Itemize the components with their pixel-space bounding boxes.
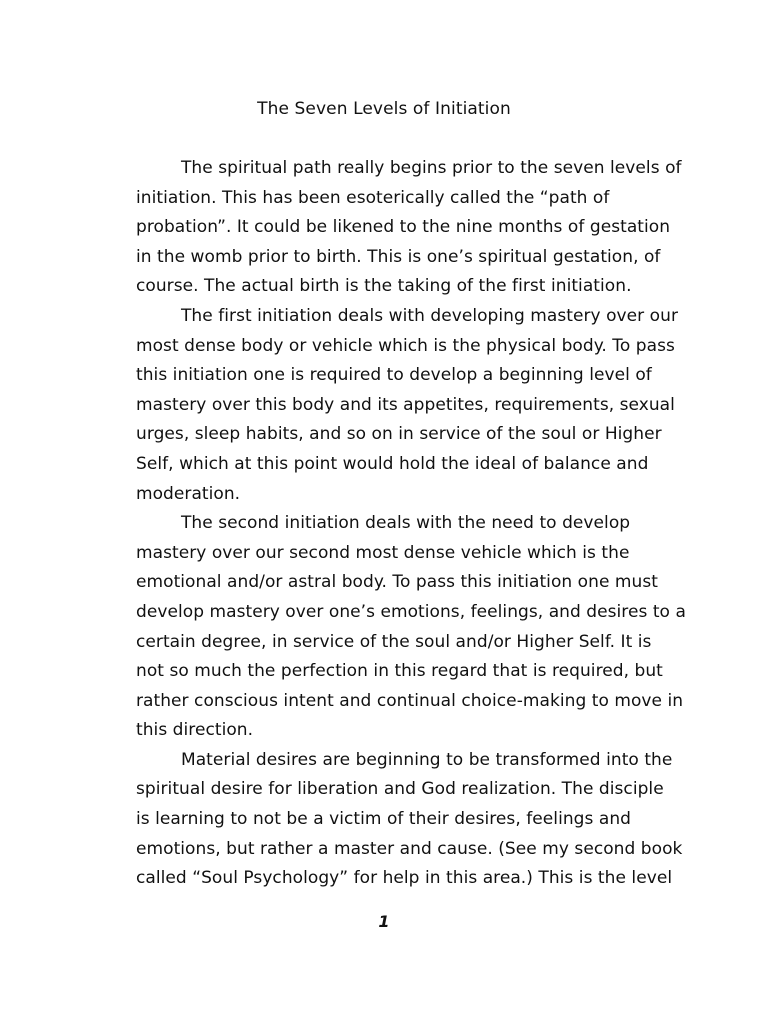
text-line: this initiation one is required to develop a beginning level of [136,365,652,386]
text-block [91,154,686,894]
text-line: most dense body or vehicle which is the physical body. To pass [136,335,675,356]
text-line: develop mastery over one’s emotions, feelings, and desires to a [136,601,686,622]
text-line: certain degree, in service of the soul and/or Higher Self. It is [136,631,652,652]
page-title: The Seven Levels of Initiation [257,99,511,119]
text-line: The spiritual path really begins prior to the seven levels of [181,158,682,178]
text-line: this direction. [136,720,254,741]
text-line: not so much the perfection in this regard that is required, but [136,661,663,682]
text-line: emotional and/or astral body. To pass this initiation one must [136,572,658,593]
text-line: probation”. It could be likened to the nine months of gestation [136,217,671,238]
text-line: mastery over our second most dense vehicle which is the [136,542,630,563]
body-text [91,154,686,894]
text-line: The second initiation deals with the need to develop [181,513,631,534]
text-line: course. The actual birth is the taking of the first initiation. [136,276,632,297]
text-line: called “Soul Psychology” for help in this area.) This is the level [136,868,673,889]
text-line: spiritual desire for liberation and God realization. The disciple [136,779,664,800]
text-line: mastery over this body and its appetites, requirements, sexual [136,394,675,415]
text-line: urges, sleep habits, and so on in service of the soul or Higher [136,424,662,445]
page-number: 1 [378,912,390,931]
text-line: in the womb prior to birth. This is one’s spiritual gestation, of [136,246,661,267]
text-line: moderation. [136,483,241,504]
text-line: rather conscious intent and continual choice-making to move in [136,690,684,711]
text-line: The first initiation deals with developing mastery over our [181,305,678,326]
text-line: emotions, but rather a master and cause. (See my second book [136,838,683,859]
text-line: Self, which at this point would hold the ideal of balance and [136,453,649,474]
text-line: is learning to not be a victim of their desires, feelings and [136,809,631,830]
text-line: initiation. This has been esoterically called the “path of [136,187,610,208]
text-line: Material desires are beginning to be transformed into the [181,749,673,770]
